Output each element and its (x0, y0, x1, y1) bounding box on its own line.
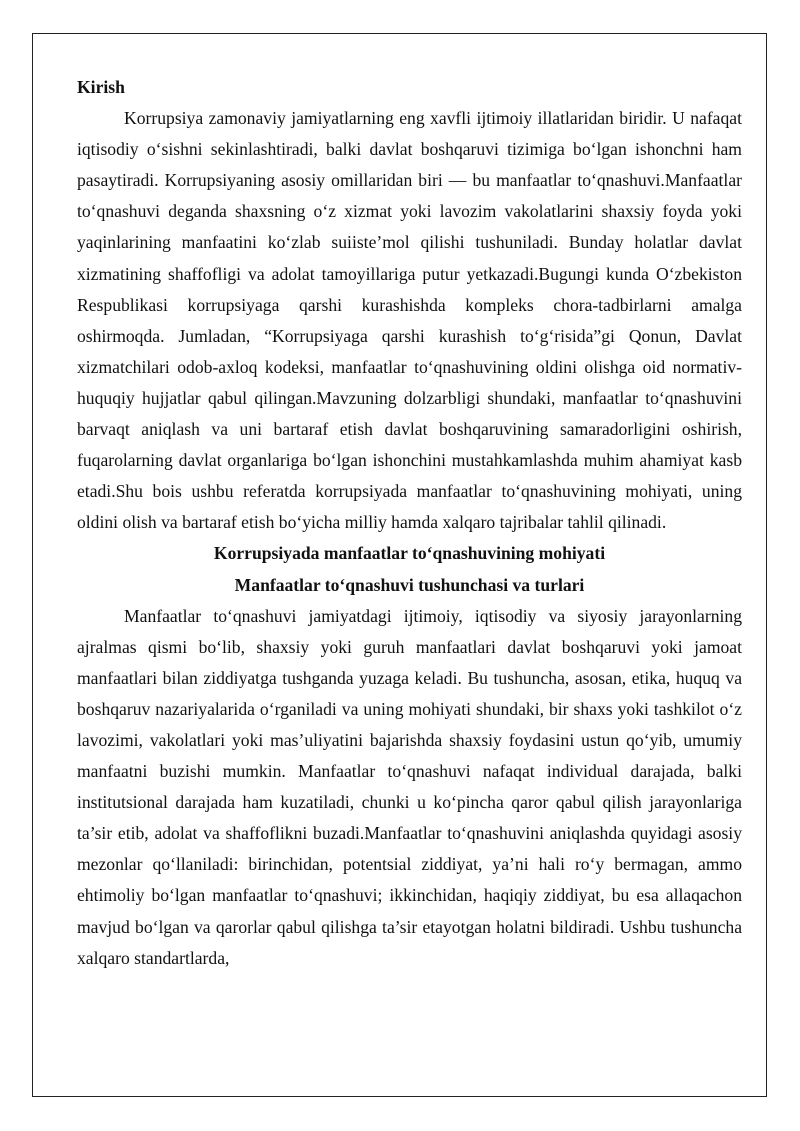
subsection-paragraph: Manfaatlar to‘qnashuvi jamiyatdagi ijtimoiy, iqtisodiy va siyosiy jarayonlarning ajralmas qismi bo‘lib, shaxsiy yoki guruh manfaatlari davlat boshqaruvi yoki jamoat manfaatlari bilan ziddiyatga tushganda yuzaga keladi. Bu tushuncha, asosan, etika, huquq va boshqaruv nazariyalarida o‘rganiladi va uning mohiyati shundaki, bir shaxs yoki tashkilot o‘z lavozimi, vakolatlari yoki mas’uliyatini bajarishda shaxsiy foydasini ustun qo‘yib, umumiy manfaatni buzishi mumkin. Manfaatlar to‘qnashuvi nafaqat individual darajada, balki institutsional darajada ham kuzatiladi, chunki u ko‘pincha qaror qabul qilish jarayonlariga ta’sir etib, adolat va shaffoflikni buzadi.Manfaatlar to‘qnashuvini aniqlashda quyidagi asosiy mezonlar qo‘llaniladi: birinchidan, potentsial ziddiyat, ya’ni hali ro‘y bermagan, ammo ehtimoliy bo‘lgan manfaatlar to‘qnashuvi; ikkinchidan, haqiqiy ziddiyat, bu esa allaqachon mavjud bo‘lgan va qarorlar qabul qilishga ta’sir etayotgan holatni bildiradi. Ushbu tushuncha xalqaro standartlarda, (77, 605, 742, 968)
subsection-title: Manfaatlar to‘qnashuvi tushunchasi va turlari (234, 574, 585, 595)
section-title: Korrupsiyada manfaatlar to‘qnashuvining mohiyati (213, 543, 606, 564)
document-body (77, 72, 742, 974)
intro-paragraph: Korrupsiya zamonaviy jamiyatlarning eng xavfli ijtimoiy illatlaridan biridir. U nafaqat iqtisodiy o‘sishni sekinlashtiradi, balki davlat boshqaruvi tizimiga bo‘lgan ishonchni ham pasaytiradi. Korrupsiyaning asosiy omillaridan biri — bu manfaatlar to‘qnashuvi.Manfaatlar to‘qnashuvi deganda shaxsning o‘z xizmat yoki lavozim vakolatlarini shaxsiy foyda yoki yaqinlarining manfaatini ko‘zlab suiiste’mol qilishi tushuniladi. Bunday holatlar davlat xizmatining shaffofligi va adolat tamoyillariga putur yetkazadi.Bugungi kunda O‘zbekiston Respublikasi korrupsiyaga qarshi kurashishda kompleks chora-tadbirlarni amalga oshirmoqda. Jumladan, “Korrupsiyaga qarshi kurashish to‘g‘risida”gi Qonun, Davlat xizmatchilari odob-axloq kodeksi, manfaatlar to‘qnashuvining oldini olishga oid normativ-huquqiy hujjatlar qabul qilingan.Mavzuning dolzarbligi shundaki, manfaatlar to‘qnashuvini barvaqt aniqlash va uni bartaraf etish davlat boshqaruvining samaradorligini oshirish, fuqarolarning davlat organlariga bo‘lgan ishonchini mustahkamlashda muhim ahamiyat kasb etadi.Shu bois ushbu referatda korrupsiyada manfaatlar to‘qnashuvining mohiyati, uning oldini olish va bartaraf etish bo‘yicha milliy hamda xalqaro tajribalar tahlil qilinadi. (77, 108, 742, 533)
intro-heading: Kirish (77, 77, 125, 97)
